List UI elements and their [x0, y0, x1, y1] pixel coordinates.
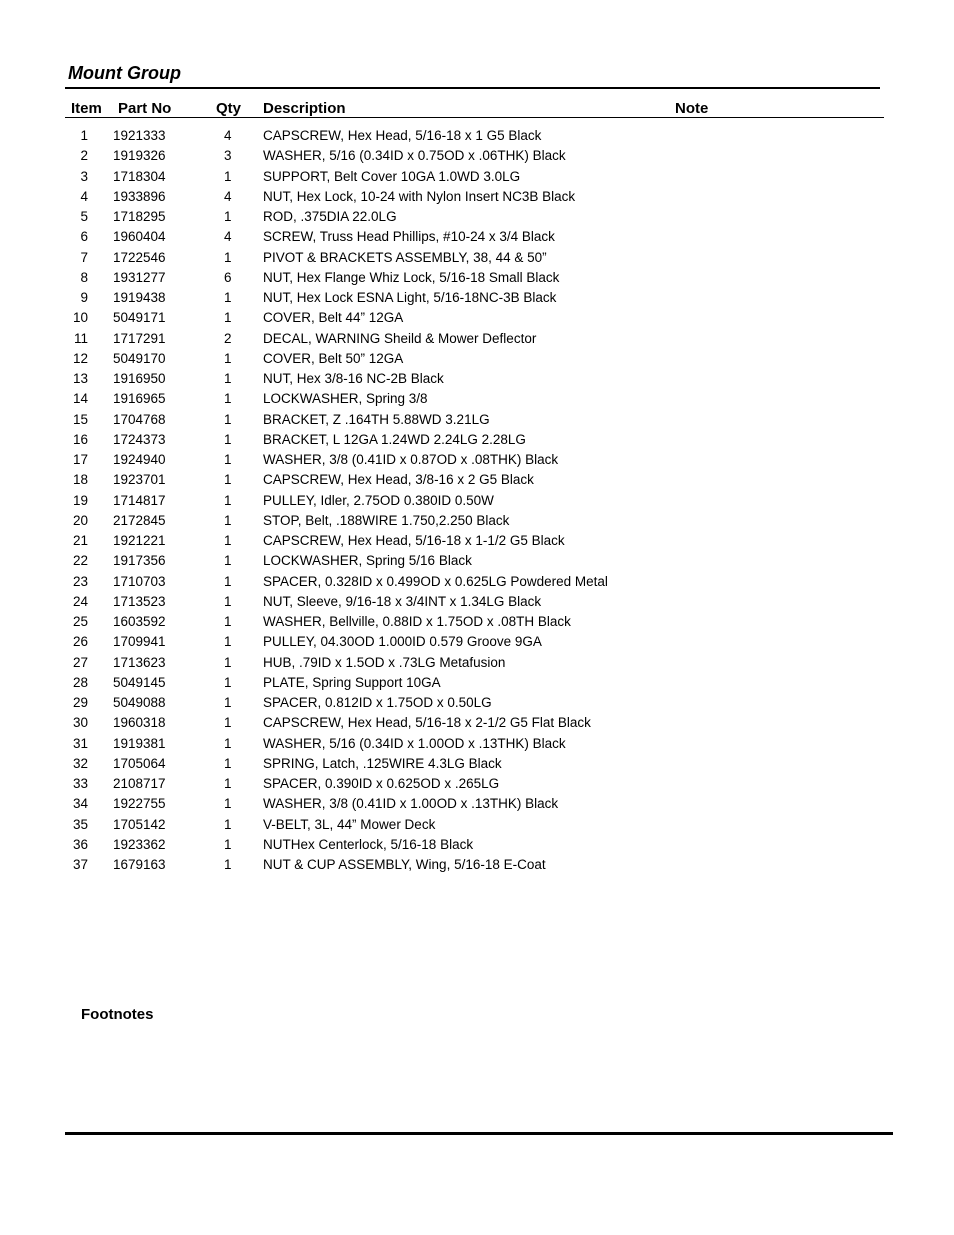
cell-item: 35 [72, 816, 88, 832]
cell-description: NUT, Hex Flange Whiz Lock, 5/16-18 Small Black [263, 269, 560, 285]
footer-divider [65, 1132, 893, 1135]
cell-qty: 3 [224, 148, 232, 164]
cell-description: SPACER, 0.812ID x 1.75OD x 0.50LG [263, 695, 492, 710]
cell-description: CAPSCREW, Hex Head, 5/16-18 x 2-1/2 G5 Flat Black [263, 715, 591, 731]
table-row [0, 411, 954, 431]
cell-part-no: 1921333 [113, 128, 166, 143]
cell-description: HUB, .79ID x 1.5OD x .73LG Metafusion [263, 654, 506, 670]
table-row [0, 147, 954, 167]
cell-description: NUTHex Centerlock, 5/16-18 Black [263, 836, 474, 852]
cell-item: 27 [72, 654, 88, 670]
cell-part-no: 1917356 [113, 553, 166, 569]
table-row [0, 309, 954, 329]
table-row [0, 451, 954, 471]
cell-description: NUT & CUP ASSEMBLY, Wing, 5/16-18 E-Coat [263, 857, 546, 872]
cell-item: 26 [72, 634, 88, 650]
table-row [0, 249, 954, 269]
cell-description: PIVOT & BRACKETS ASSEMBLY, 38, 44 & 50” [263, 249, 547, 265]
cell-item: 10 [72, 310, 88, 326]
cell-part-no: 1713523 [113, 593, 166, 609]
cell-item: 34 [72, 796, 88, 812]
cell-part-no: 1960404 [113, 229, 166, 245]
cell-item: 6 [80, 229, 88, 245]
cell-description: CAPSCREW, Hex Head, 5/16-18 x 1-1/2 G5 Black [263, 533, 565, 548]
cell-part-no: 1919326 [113, 148, 166, 164]
cell-item: 5 [80, 209, 88, 224]
table-row [0, 512, 954, 532]
cell-qty: 1 [224, 857, 232, 872]
cell-item: 25 [72, 614, 88, 629]
cell-description: WASHER, 5/16 (0.34ID x 1.00OD x .13THK) Black [263, 735, 566, 751]
cell-qty: 1 [224, 350, 232, 366]
cell-description: BRACKET, Z .164TH 5.88WD 3.21LG [263, 411, 490, 427]
table-row [0, 431, 954, 451]
cell-item: 24 [72, 593, 88, 609]
cell-part-no: 1718304 [113, 168, 166, 184]
cell-description: WASHER, 5/16 (0.34ID x 0.75OD x .06THK) Black [263, 148, 566, 164]
cell-part-no: 5049171 [113, 310, 166, 326]
cell-description: NUT, Sleeve, 9/16-18 x 3/4INT x 1.34LG Black [263, 593, 542, 609]
cell-description: SCREW, Truss Head Phillips, #10-24 x 3/4 Black [263, 229, 555, 245]
cell-description: LOCKWASHER, Spring 5/16 Black [263, 553, 472, 569]
cell-part-no: 1916965 [113, 391, 166, 407]
cell-part-no: 2108717 [113, 776, 166, 791]
table-row [0, 370, 954, 390]
title-divider [65, 87, 880, 89]
table-row [0, 492, 954, 512]
cell-description: LOCKWASHER, Spring 3/8 [263, 391, 428, 407]
column-header-qty: Qty [216, 100, 242, 117]
column-header-item: Item [71, 100, 102, 117]
cell-qty: 1 [224, 492, 232, 508]
cell-item: 14 [72, 391, 88, 407]
table-row [0, 795, 954, 815]
cell-qty: 1 [224, 533, 232, 548]
cell-part-no: 1933896 [113, 188, 166, 204]
table-row [0, 573, 954, 593]
cell-item: 13 [72, 371, 88, 386]
table-row [0, 330, 954, 350]
cell-part-no: 1704768 [113, 411, 166, 427]
cell-qty: 1 [224, 371, 232, 386]
cell-part-no: 1705142 [113, 816, 166, 832]
cell-description: CAPSCREW, Hex Head, 5/16-18 x 1 G5 Black [263, 128, 542, 143]
cell-qty: 1 [224, 249, 232, 265]
cell-part-no: 1919381 [113, 735, 166, 751]
cell-qty: 1 [224, 654, 232, 670]
table-row [0, 168, 954, 188]
cell-qty: 1 [224, 836, 232, 852]
cell-qty: 1 [224, 553, 232, 569]
column-header-part-no: Part No [118, 100, 172, 117]
cell-description: SPRING, Latch, .125WIRE 4.3LG Black [263, 755, 502, 771]
cell-item: 9 [80, 290, 88, 305]
cell-description: WASHER, 3/8 (0.41ID x 0.87OD x .08THK) Black [263, 452, 559, 467]
cell-qty: 1 [224, 512, 232, 528]
table-row [0, 228, 954, 248]
parts-table [0, 127, 954, 876]
header-divider [65, 117, 884, 118]
cell-description: PULLEY, 04.30OD 1.000ID 0.579 Groove 9GA [263, 634, 542, 650]
cell-part-no: 2172845 [113, 512, 166, 528]
cell-qty: 1 [224, 573, 232, 589]
cell-item: 33 [72, 776, 88, 791]
table-row [0, 735, 954, 755]
table-row [0, 755, 954, 775]
cell-item: 31 [72, 735, 88, 751]
cell-part-no: 5049145 [113, 674, 166, 690]
cell-part-no: 1714817 [113, 492, 166, 508]
cell-description: COVER, Belt 44” 12GA [263, 310, 404, 326]
cell-part-no: 1724373 [113, 431, 166, 447]
cell-description: COVER, Belt 50” 12GA [263, 350, 404, 366]
table-row [0, 856, 954, 876]
table-row [0, 775, 954, 795]
cell-qty: 1 [224, 290, 232, 305]
cell-item: 37 [72, 857, 88, 872]
cell-item: 18 [72, 472, 88, 488]
cell-item: 28 [72, 674, 88, 690]
cell-part-no: 1916950 [113, 371, 166, 386]
table-row [0, 613, 954, 633]
cell-part-no: 1960318 [113, 715, 166, 731]
cell-description: PULLEY, Idler, 2.75OD 0.380ID 0.50W [263, 492, 494, 508]
table-row [0, 390, 954, 410]
cell-item: 19 [72, 492, 88, 508]
cell-qty: 1 [224, 391, 232, 407]
cell-part-no: 1717291 [113, 330, 166, 346]
cell-item: 16 [72, 431, 88, 447]
cell-part-no: 1718295 [113, 209, 166, 224]
cell-description: ROD, .375DIA 22.0LG [263, 209, 397, 224]
cell-description: V-BELT, 3L, 44” Mower Deck [263, 816, 436, 832]
cell-qty: 1 [224, 674, 232, 690]
table-row [0, 836, 954, 856]
cell-qty: 1 [224, 755, 232, 771]
page-title: Mount Group [68, 63, 181, 83]
table-row [0, 694, 954, 714]
table-row [0, 552, 954, 572]
cell-item: 32 [72, 755, 88, 771]
cell-description: SUPPORT, Belt Cover 10GA 1.0WD 3.0LG [263, 168, 521, 184]
cell-item: 4 [80, 188, 88, 204]
cell-part-no: 1923701 [113, 472, 166, 488]
cell-qty: 1 [224, 593, 232, 609]
cell-qty: 1 [224, 614, 232, 629]
cell-item: 20 [72, 512, 88, 528]
column-header-note: Note [675, 100, 709, 117]
cell-description: SPACER, 0.390ID x 0.625OD x .265LG [263, 776, 500, 791]
table-row [0, 269, 954, 289]
cell-item: 7 [80, 249, 88, 265]
cell-part-no: 1921221 [113, 533, 166, 548]
cell-part-no: 1713623 [113, 654, 166, 670]
table-row [0, 350, 954, 370]
cell-item: 2 [80, 148, 88, 164]
cell-part-no: 1919438 [113, 290, 166, 305]
cell-qty: 6 [224, 269, 232, 285]
cell-item: 30 [72, 715, 88, 731]
cell-item: 3 [80, 168, 88, 184]
table-row [0, 714, 954, 734]
cell-part-no: 1710703 [113, 573, 166, 589]
cell-qty: 1 [224, 452, 232, 467]
column-header-description: Description [263, 100, 346, 117]
cell-part-no: 1722546 [113, 249, 166, 265]
cell-part-no: 1923362 [113, 836, 166, 852]
cell-part-no: 1705064 [113, 755, 166, 771]
cell-qty: 1 [224, 168, 232, 184]
cell-qty: 1 [224, 310, 232, 326]
cell-part-no: 1603592 [113, 614, 166, 629]
cell-qty: 1 [224, 472, 232, 488]
cell-item: 8 [80, 269, 88, 285]
cell-qty: 1 [224, 776, 232, 791]
table-row [0, 471, 954, 491]
cell-qty: 1 [224, 695, 232, 710]
footnotes-heading: Footnotes [81, 1006, 154, 1023]
cell-description: CAPSCREW, Hex Head, 3/8-16 x 2 G5 Black [263, 472, 534, 488]
cell-qty: 4 [224, 188, 232, 204]
table-row [0, 674, 954, 694]
cell-description: NUT, Hex 3/8-16 NC-2B Black [263, 371, 444, 386]
cell-part-no: 1709941 [113, 634, 166, 650]
cell-qty: 4 [224, 128, 232, 143]
cell-qty: 1 [224, 715, 232, 731]
cell-part-no: 1679163 [113, 857, 166, 872]
table-row [0, 654, 954, 674]
cell-item: 12 [72, 350, 88, 366]
cell-description: WASHER, 3/8 (0.41ID x 1.00OD x .13THK) Black [263, 796, 559, 812]
cell-item: 36 [72, 836, 88, 852]
cell-qty: 1 [224, 735, 232, 751]
cell-qty: 1 [224, 816, 232, 832]
table-row [0, 633, 954, 653]
cell-part-no: 1931277 [113, 269, 166, 285]
cell-description: WASHER, Bellville, 0.88ID x 1.75OD x .08TH Black [263, 614, 571, 629]
cell-part-no: 1924940 [113, 452, 166, 467]
table-row [0, 593, 954, 613]
cell-item: 21 [72, 533, 88, 548]
cell-item: 1 [80, 128, 88, 143]
cell-item: 22 [72, 553, 88, 569]
table-row [0, 289, 954, 309]
table-row [0, 188, 954, 208]
table-row [0, 208, 954, 228]
cell-part-no: 5049088 [113, 695, 166, 710]
table-row [0, 532, 954, 552]
cell-part-no: 1922755 [113, 796, 166, 812]
cell-item: 15 [72, 411, 88, 427]
cell-qty: 1 [224, 411, 232, 427]
cell-description: PLATE, Spring Support 10GA [263, 674, 441, 690]
cell-qty: 2 [224, 330, 232, 346]
cell-description: DECAL, WARNING Sheild & Mower Deflector [263, 330, 537, 346]
cell-qty: 1 [224, 634, 232, 650]
cell-description: SPACER, 0.328ID x 0.499OD x 0.625LG Powdered Metal [263, 573, 608, 589]
cell-item: 17 [72, 452, 88, 467]
cell-item: 29 [72, 695, 88, 710]
cell-description: NUT, Hex Lock, 10-24 with Nylon Insert NC3B Black [263, 188, 576, 204]
cell-qty: 4 [224, 229, 232, 245]
cell-description: STOP, Belt, .188WIRE 1.750,2.250 Black [263, 512, 510, 528]
cell-description: NUT, Hex Lock ESNA Light, 5/16-18NC-3B Black [263, 290, 557, 305]
cell-qty: 1 [224, 796, 232, 812]
table-row [0, 816, 954, 836]
table-row [0, 127, 954, 147]
cell-part-no: 5049170 [113, 350, 166, 366]
cell-item: 11 [73, 330, 88, 346]
cell-item: 23 [72, 573, 88, 589]
cell-qty: 1 [224, 431, 232, 447]
cell-qty: 1 [224, 209, 232, 224]
cell-description: BRACKET, L 12GA 1.24WD 2.24LG 2.28LG [263, 431, 526, 447]
